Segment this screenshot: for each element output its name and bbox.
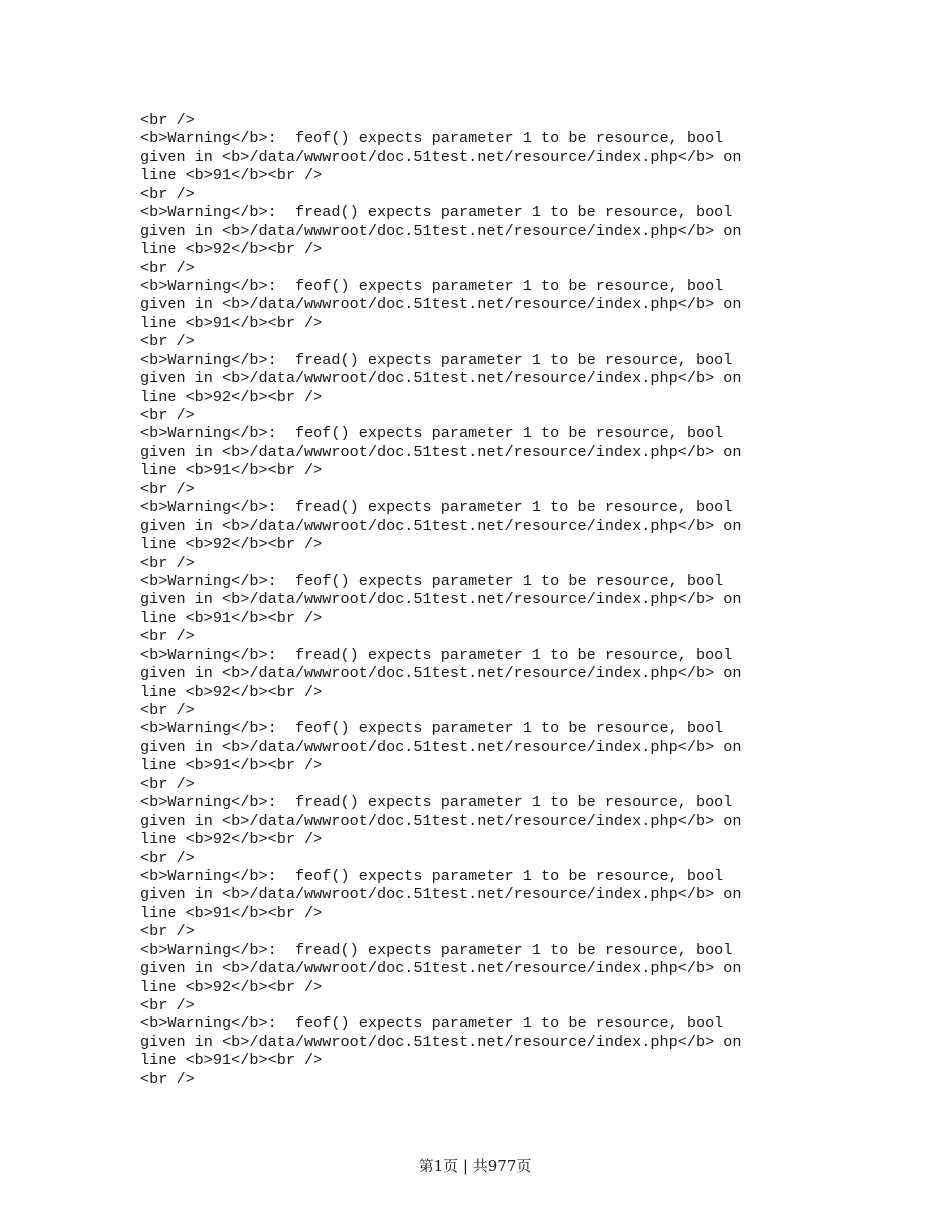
text-line: given in <b>/data/wwwroot/doc.51test.net/resource/index.php</b> on <box>140 369 742 388</box>
text-line: <br /> <box>140 184 195 203</box>
text-line: <b>Warning</b>: feof() expects parameter 1 to be resource, bool <box>140 571 724 590</box>
text-line: line <b>92</b><br /> <box>140 977 323 996</box>
text-line: <b>Warning</b>: feof() expects parameter 1 to be resource, bool <box>140 719 724 738</box>
text-line: <br /> <box>140 848 195 867</box>
text-line: <b>Warning</b>: fread() expects parameter 1 to be resource, bool <box>140 350 733 369</box>
text-line: <br /> <box>140 406 195 424</box>
text-line: <b>Warning</b>: fread() expects parameter 1 to be resource, bool <box>140 940 733 959</box>
text-line: given in <b>/data/wwwroot/doc.51test.net/resource/index.php</b> on <box>140 885 742 904</box>
text-line: given in <b>/data/wwwroot/doc.51test.net/resource/index.php</b> on <box>140 442 742 461</box>
text-line: <b>Warning</b>: feof() expects parameter 1 to be resource, bool <box>140 1014 724 1033</box>
text-line: line <b>92</b><br /> <box>140 387 323 406</box>
document-text <box>140 111 820 1088</box>
text-line: <b>Warning</b>: fread() expects parameter 1 to be resource, bool <box>140 793 733 812</box>
text-line: line <b>92</b><br /> <box>140 240 323 259</box>
page-footer: 第1页 | 共977页 <box>418 1157 532 1175</box>
text-line: <br /> <box>140 258 195 277</box>
text-line: given in <b>/data/wwwroot/doc.51test.net/resource/index.php</b> on <box>140 737 742 756</box>
text-line: given in <b>/data/wwwroot/doc.51test.net/resource/index.php</b> on <box>140 959 742 978</box>
text-line: line <b>91</b><br /> <box>140 1051 323 1070</box>
text-line: <b>Warning</b>: feof() expects parameter 1 to be resource, bool <box>140 129 724 148</box>
text-line: <br /> <box>140 774 195 793</box>
text-line: <br /> <box>140 332 195 351</box>
text-line: line <b>91</b><br /> <box>140 756 323 775</box>
text-line: <b>Warning</b>: fread() expects parameter 1 to be resource, bool <box>140 645 733 664</box>
text-line: line <b>91</b><br /> <box>140 313 323 332</box>
text-line: line <b>91</b><br /> <box>140 166 323 185</box>
text-line: given in <b>/data/wwwroot/doc.51test.net/resource/index.php</b> on <box>140 664 742 683</box>
text-line: line <b>92</b><br /> <box>140 682 323 701</box>
text-line: <br /> <box>140 1069 195 1088</box>
text-line: <br /> <box>140 479 195 498</box>
text-line: <b>Warning</b>: feof() expects parameter 1 to be resource, bool <box>140 866 724 885</box>
text-line: line <b>91</b><br /> <box>140 461 323 480</box>
text-line: line <b>91</b><br /> <box>140 903 323 922</box>
text-line: given in <b>/data/wwwroot/doc.51test.net/resource/index.php</b> on <box>140 1032 742 1051</box>
text-line: given in <b>/data/wwwroot/doc.51test.net/resource/index.php</b> on <box>140 295 742 314</box>
text-line: given in <b>/data/wwwroot/doc.51test.net/resource/index.php</b> on <box>140 590 742 609</box>
text-line: <br /> <box>140 996 195 1014</box>
text-line: <br /> <box>140 553 195 572</box>
text-line: <br /> <box>140 922 195 941</box>
text-line: <b>Warning</b>: fread() expects parameter 1 to be resource, bool <box>140 498 733 517</box>
text-line: line <b>92</b><br /> <box>140 830 323 849</box>
text-line: line <b>92</b><br /> <box>140 535 323 554</box>
text-line: given in <b>/data/wwwroot/doc.51test.net/resource/index.php</b> on <box>140 221 742 240</box>
text-line: given in <b>/data/wwwroot/doc.51test.net/resource/index.php</b> on <box>140 147 742 166</box>
text-line: line <b>91</b><br /> <box>140 608 323 627</box>
text-line: <b>Warning</b>: feof() expects parameter 1 to be resource, bool <box>140 276 724 295</box>
text-line: <br /> <box>140 111 195 129</box>
text-line: given in <b>/data/wwwroot/doc.51test.net/resource/index.php</b> on <box>140 811 742 830</box>
text-line: <br /> <box>140 701 195 719</box>
text-line: <b>Warning</b>: fread() expects parameter 1 to be resource, bool <box>140 203 733 222</box>
text-line: <b>Warning</b>: feof() expects parameter 1 to be resource, bool <box>140 424 724 443</box>
text-line: given in <b>/data/wwwroot/doc.51test.net/resource/index.php</b> on <box>140 516 742 535</box>
text-line: <br /> <box>140 627 195 646</box>
